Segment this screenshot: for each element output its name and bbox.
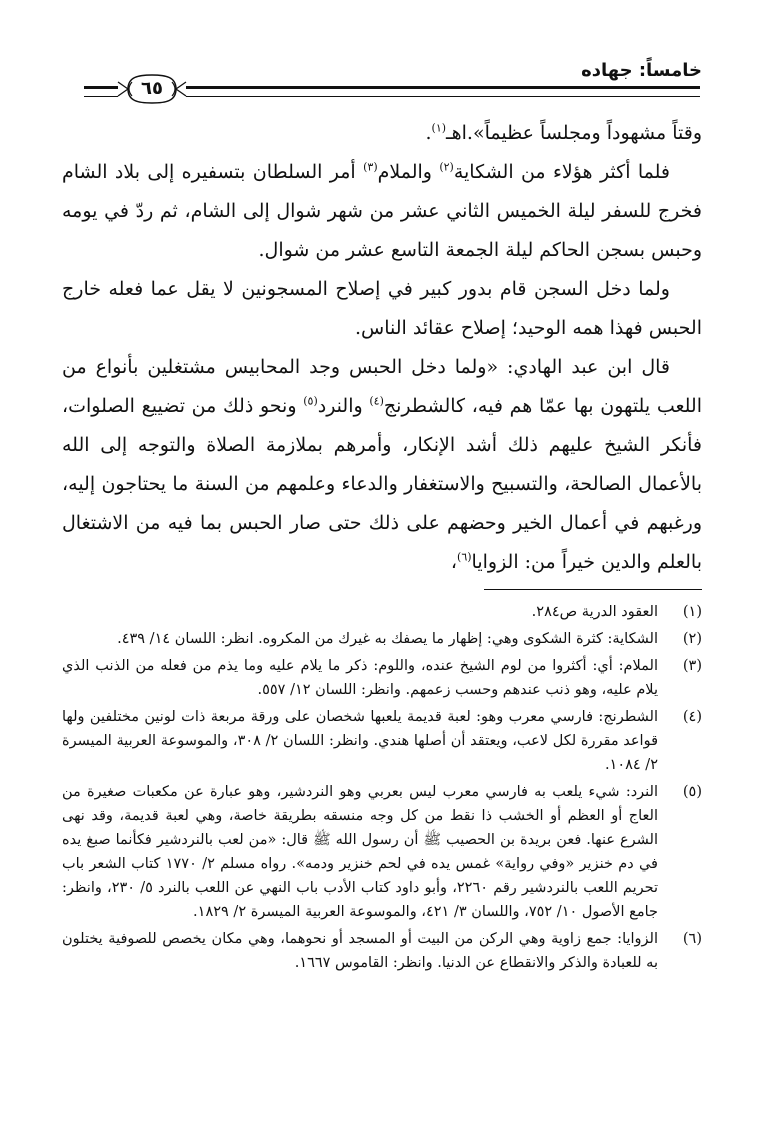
paragraph [62,153,702,270]
footnote-number: (٦) [682,931,702,947]
paragraph [62,270,702,348]
footnote-text: العقود الدرية ص٢٨٤. [531,604,658,620]
text-run: ونحو ذلك من تضييع الصلوات، فأنكر الشيخ عليهم ذلك أشد الإنكار، وأمرهم بملازمة الصلاة والتوجه إلى الله بالأعمال الصالحة، والتسبيح والاستغفار والدعاء وعلمهم من السنة ما يحتاجون إليه، ورغبهم في أعمال الخير وحضهم على ذلك حتى صار الحبس بما فيه من الاشتغال بالعلم والدين خيراً من: الزوايا [62,395,702,573]
paragraph [62,348,702,582]
text-run: ولما دخل السجن قام بدور كبير في إصلاح المسجونين لا يقل عما فعله خارج الحبس فهذا همه الوحيد؛ إصلاح عقائد الناس. [62,278,702,339]
footnote-ref: (١) [431,121,447,135]
paragraph [62,114,702,153]
footnote-item [62,654,702,702]
footnote-text: الشكاية: كثرة الشكوى وهي: إظهار ما يصفك به غيرك من المكروه. انظر: اللسان ١٤/ ٤٣٩. [117,631,658,647]
footnote-ref: (٥) [303,394,318,408]
footnote-text: النرد: شيء يلعب به فارسي معرب ليس بعربي وهو النردشير، وهو عبارة عن مكعبات صغيرة من العاج أو العظم أو الخشب ذا نقط من كل وجه منسقه بطريقة خاصة، وهي لعبة قديمة، وقد نهى الشرع عنها. فعن بريدة بن الحصيب ﷺ أن رسول الله ﷺ قال: «من لعب بالنردشير فكأنما صبغ يده في دم خنزير «وفي رواية» غمس يده في لحم خنزير ودمه». رواه مسلم ٢/ ١٧٧٠ كتاب الشعر باب تحريم اللعب بالنردشير رقم ٢٢٦٠، وأبو داود كتاب الأدب باب النهي عن اللعب بالنرد ٥/ ٢٣٠، وانظر: جامع الأصول ١٠/ ٧٥٢، واللسان ٣/ ٤٢١، والموسوعة العربية الميسرة ٢/ ١٨٢٩. [62,784,659,920]
chapter-header-title: خامساً: جهاده [581,60,702,81]
footnotes [62,600,702,978]
footnote-item [62,705,702,777]
header-double-rule [186,86,700,97]
footnote-ref: (٤) [369,394,384,408]
footnote-separator [484,589,702,590]
header-double-rule-left [84,86,118,97]
footnote-number: (٣) [682,658,702,674]
text-run: وقتاً مشهوداً ومجلساً عظيماً».اهـ [446,122,702,144]
text-run: . [425,122,432,144]
footnote-ref: (٢) [439,160,454,174]
footnote-item [62,927,702,975]
footnote-item [62,600,702,624]
footnote-number: (١) [682,604,702,620]
text-run: فلما أكثر هؤلاء من الشكاية [453,161,670,183]
footnote-item [62,627,702,651]
main-text [62,114,702,582]
footnote-number: (٥) [682,784,702,800]
footnote-ref: (٦) [457,550,472,564]
footnote-number: (٤) [682,709,702,725]
footnote-text: الزوايا: جمع زاوية وهي الركن من البيت أو المسجد أو نحوهما، وهي مكان يخصص للصوفية يختلون به للعبادة والذكر والانقطاع عن الدنيا. وانظر: القاموس ١٦٦٧. [62,931,658,971]
footnote-number: (٢) [682,631,702,647]
text-run: والنرد [317,395,370,417]
text-run: قال ابن عبد الهادي: «ولما دخل الحبس وجد المحابيس مشتغلين بأنواع من اللعب يلتهون بها عمّا هم فيه، كالشطرنج [62,356,703,417]
footnote-text: الملام: أي: أكثروا من لوم الشيخ عنده، واللوم: ذكر ما يلام عليه وما يذم من فعله من الذنب الذي يلام عليه، وهو ذنب عندهم وحسب زعمهم. وانظر: اللسان ١٢/ ٥٥٧. [62,658,658,698]
text-run: والملام [377,161,440,183]
footnote-ref: (٣) [363,160,378,174]
page-number: ٦٥ [141,78,163,99]
footnote-item [62,780,702,924]
text-run: ، [450,551,458,573]
footnote-text: الشطرنج: فارسي معرب وهو: لعبة قديمة يلعبها شخصان على ورقة مربعة ذات لونين مختلفين ولها قواعد مقررة لكل لاعب، ويعتقد أن أصلها هندي. وانظر: اللسان ٢/ ٣٠٨، والموسوعة العربية الميسرة ٢/ ١٠٨٤. [62,709,659,773]
text-run: أمر السلطان بتسفيره إلى بلاد الشام فخرج للسفر ليلة الخميس الثاني عشر من شهر شوال إلى الشام، ثم ردّ في يومه وحبس بسجن الحاكم ليلة الجمعة التاسع عشر من شوال. [62,161,702,261]
